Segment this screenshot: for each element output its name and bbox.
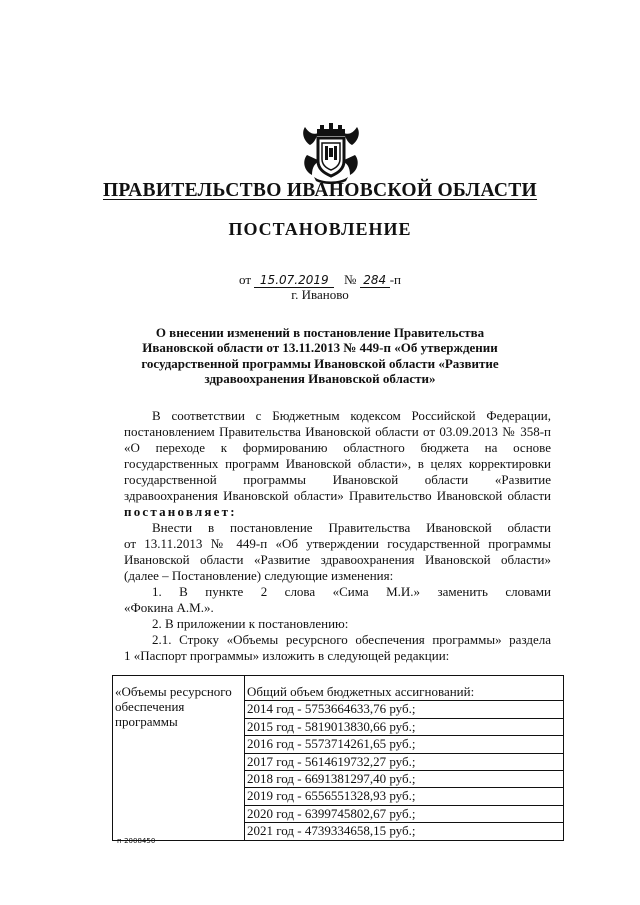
item-1-line: «Фокина А.М.». <box>124 600 214 615</box>
date-number-line <box>0 272 640 288</box>
subject-line: Ивановской области от 13.11.2013 № 449-п «Об утверждении <box>142 340 498 356</box>
table-row: 2019 год - 6556551328,93 руб.; <box>245 788 563 805</box>
decree-number: 284 <box>360 273 390 288</box>
text-line: Ивановской области «Развитие здравоохранения Ивановской области» <box>124 552 551 567</box>
table-row: 2016 год - 5573714261,65 руб.; <box>245 736 563 753</box>
text-line: постановлением Правительства Ивановской области от 03.09.2013 № 358-п <box>124 424 551 439</box>
item-2-1-line: 2.1. Строку «Объемы ресурсного обеспечения программы» раздела <box>152 632 551 647</box>
table-row: 2014 год - 5753664633,76 руб.; <box>245 701 563 718</box>
table-row: 2015 год - 5819013830,66 руб.; <box>245 719 563 736</box>
document-code: п-2008450 <box>117 837 156 845</box>
table-values-cell <box>245 676 564 841</box>
text-line: государственной программы Ивановской области «Развитие <box>124 472 551 487</box>
decree-date: 15.07.2019 <box>254 273 334 288</box>
table-row: 2020 год - 6399745802,67 руб.; <box>245 806 563 823</box>
text-line: «О переходе к формированию областного бюджета на основе <box>124 440 551 455</box>
table-row: 2017 год - 5614619732,27 руб.; <box>245 754 563 771</box>
preamble-paragraph <box>124 408 551 520</box>
resolves-word: постановляет: <box>124 504 237 519</box>
text-line: от 13.11.2013 № 449-п «Об утверждении государственной программы <box>124 536 551 551</box>
table-label-cell <box>113 676 245 841</box>
number-sign: № <box>344 272 357 287</box>
item-1-line: 1. В пункте 2 слова «Сима М.И.» заменить словами <box>152 584 551 599</box>
decree-subject <box>132 325 508 387</box>
date-prefix: от <box>239 272 252 287</box>
subject-line: здравоохранения Ивановской области» <box>204 371 436 387</box>
table-row: 2018 год - 6691381297,40 руб.; <box>245 771 563 788</box>
label-line: программы <box>115 714 178 729</box>
text-line: Внести в постановление Правительства Ивановской области <box>152 520 551 535</box>
resource-table <box>112 675 564 841</box>
coat-of-arms-emblem-icon <box>296 117 366 187</box>
amendment-paragraph <box>124 520 551 664</box>
item-2-line: 2. В приложении к постановлению: <box>152 616 349 631</box>
government-title: ПРАВИТЕЛЬСТВО ИВАНОВСКОЙ ОБЛАСТИ <box>102 180 538 201</box>
text-line: государственных программ Ивановской области», в целях корректировки <box>124 456 551 471</box>
document-type-title: ПОСТАНОВЛЕНИЕ <box>228 219 412 239</box>
subject-line: О внесении изменений в постановление Правительства <box>155 325 485 340</box>
text-line: здравоохранения Ивановской области» Правительство Ивановской области <box>124 488 551 503</box>
table-row: 2021 год - 4739334658,15 руб.; <box>247 823 416 839</box>
text-line: (далее – Постановление) следующие изменения: <box>124 568 394 583</box>
city: г. Иваново <box>291 287 349 302</box>
item-2-1-line: 1 «Паспорт программы» изложить в следующей редакции: <box>124 648 450 663</box>
table-header-line: Общий объем бюджетных ассигнований: <box>245 684 563 701</box>
label-line: обеспечения <box>115 699 185 714</box>
number-suffix: -п <box>389 272 401 287</box>
label-line: «Объемы ресурсного <box>115 684 232 699</box>
text-line: В соответствии с Бюджетным кодексом Российской Федерации, <box>152 408 551 423</box>
subject-line: государственной программы Ивановской области «Развитие <box>141 355 499 371</box>
